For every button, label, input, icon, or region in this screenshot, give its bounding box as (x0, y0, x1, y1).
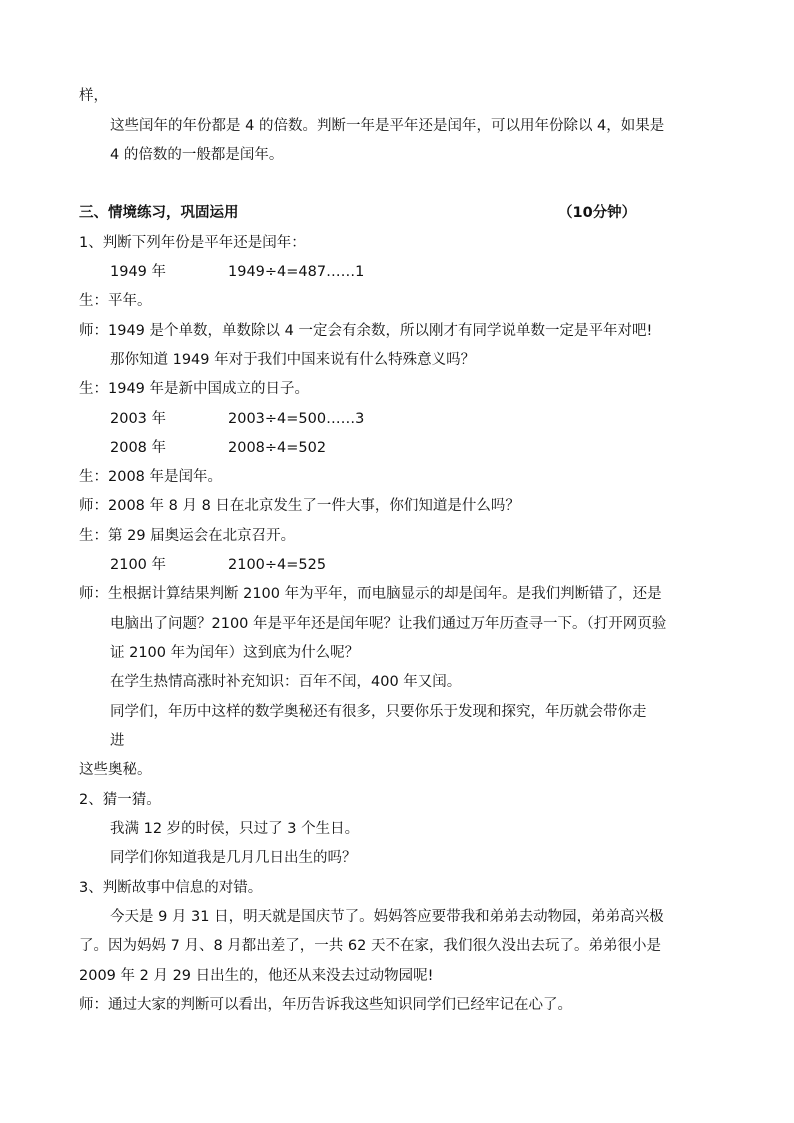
teacher-line: 进 (110, 733, 125, 749)
text-line: 样， (79, 88, 108, 104)
teacher-line: 在学生热情高涨时补充知识：百年不闰，400 年又闰。 (110, 674, 462, 690)
year-label: 1949 年 (110, 264, 167, 280)
text-line: 同学们你知道我是几月几日出生的吗？ (110, 850, 357, 866)
section-title: 三、情境练习，巩固运用 (79, 205, 239, 221)
question-2: 2、猜一猜。 (79, 792, 161, 808)
year-label: 2100 年 (110, 557, 167, 573)
calculation: 1949÷4=487……1 (228, 264, 365, 280)
text-line: 2009 年 2 月 29 日出生的，他还从来没去过动物园呢! (79, 968, 434, 984)
section-time: （10分钟） (558, 205, 637, 221)
student-line: 生：1949 年是新中国成立的日子。 (79, 381, 310, 397)
year-label: 2008 年 (110, 440, 167, 456)
student-line: 生：第 29 届奥运会在北京召开。 (79, 528, 296, 544)
teacher-line: 电脑出了问题？2100 年是平年还是闰年呢？让我们通过万年历查寻一下。（打开网页验 (110, 616, 667, 632)
text-line: 了。因为妈妈 7 月、8 月都出差了，一共 62 天不在家，我们很久没出去玩了。弟弟很小是 (79, 938, 661, 954)
year-label: 2003 年 (110, 411, 167, 427)
teacher-line: 证 2100 年为闰年）这到底为什么呢？ (110, 645, 360, 661)
text-line: 今天是 9 月 31 日，明天就是国庆节了。妈妈答应要带我和弟弟去动物园，弟弟高兴极 (110, 909, 664, 925)
calculation: 2100÷4=525 (228, 557, 327, 573)
student-line: 生：平年。 (79, 293, 152, 309)
teacher-line: 师：生根据计算结果判断 2100 年为平年，而电脑显示的却是闰年。是我们判断错了，还是 (79, 586, 662, 602)
teacher-line: 师：通过大家的判断可以看出，年历告诉我这些知识同学们已经牢记在心了。 (79, 997, 572, 1013)
teacher-line: 那你知道 1949 年对于我们中国来说有什么特殊意义吗？ (110, 352, 476, 368)
teacher-line: 师：1949 是个单数，单数除以 4 一定会有余数，所以刚才有同学说单数一定是平年对吧! (79, 323, 653, 339)
student-line: 生：2008 年是闰年。 (79, 469, 223, 485)
question-1: 1、判断下列年份是平年还是闰年： (79, 235, 306, 251)
text-line: 我满 12 岁的时侯，只过了 3 个生日。 (110, 821, 360, 837)
question-3: 3、判断故事中信息的对错。 (79, 880, 263, 896)
calculation: 2003÷4=500……3 (228, 411, 365, 427)
teacher-line: 同学们，年历中这样的数学奥秘还有很多，只要你乐于发现和探究，年历就会带你走 (110, 704, 647, 720)
text-line: 4 的倍数的一般都是闰年。 (110, 147, 284, 163)
teacher-line: 师：2008 年 8 月 8 日在北京发生了一件大事，你们知道是什么吗？ (79, 498, 520, 514)
teacher-line: 这些奥秘。 (79, 762, 152, 778)
calculation: 2008÷4=502 (228, 440, 327, 456)
text-line: 这些闰年的年份都是 4 的倍数。判断一年是平年还是闰年，可以用年份除以 4，如果是 (110, 118, 665, 134)
